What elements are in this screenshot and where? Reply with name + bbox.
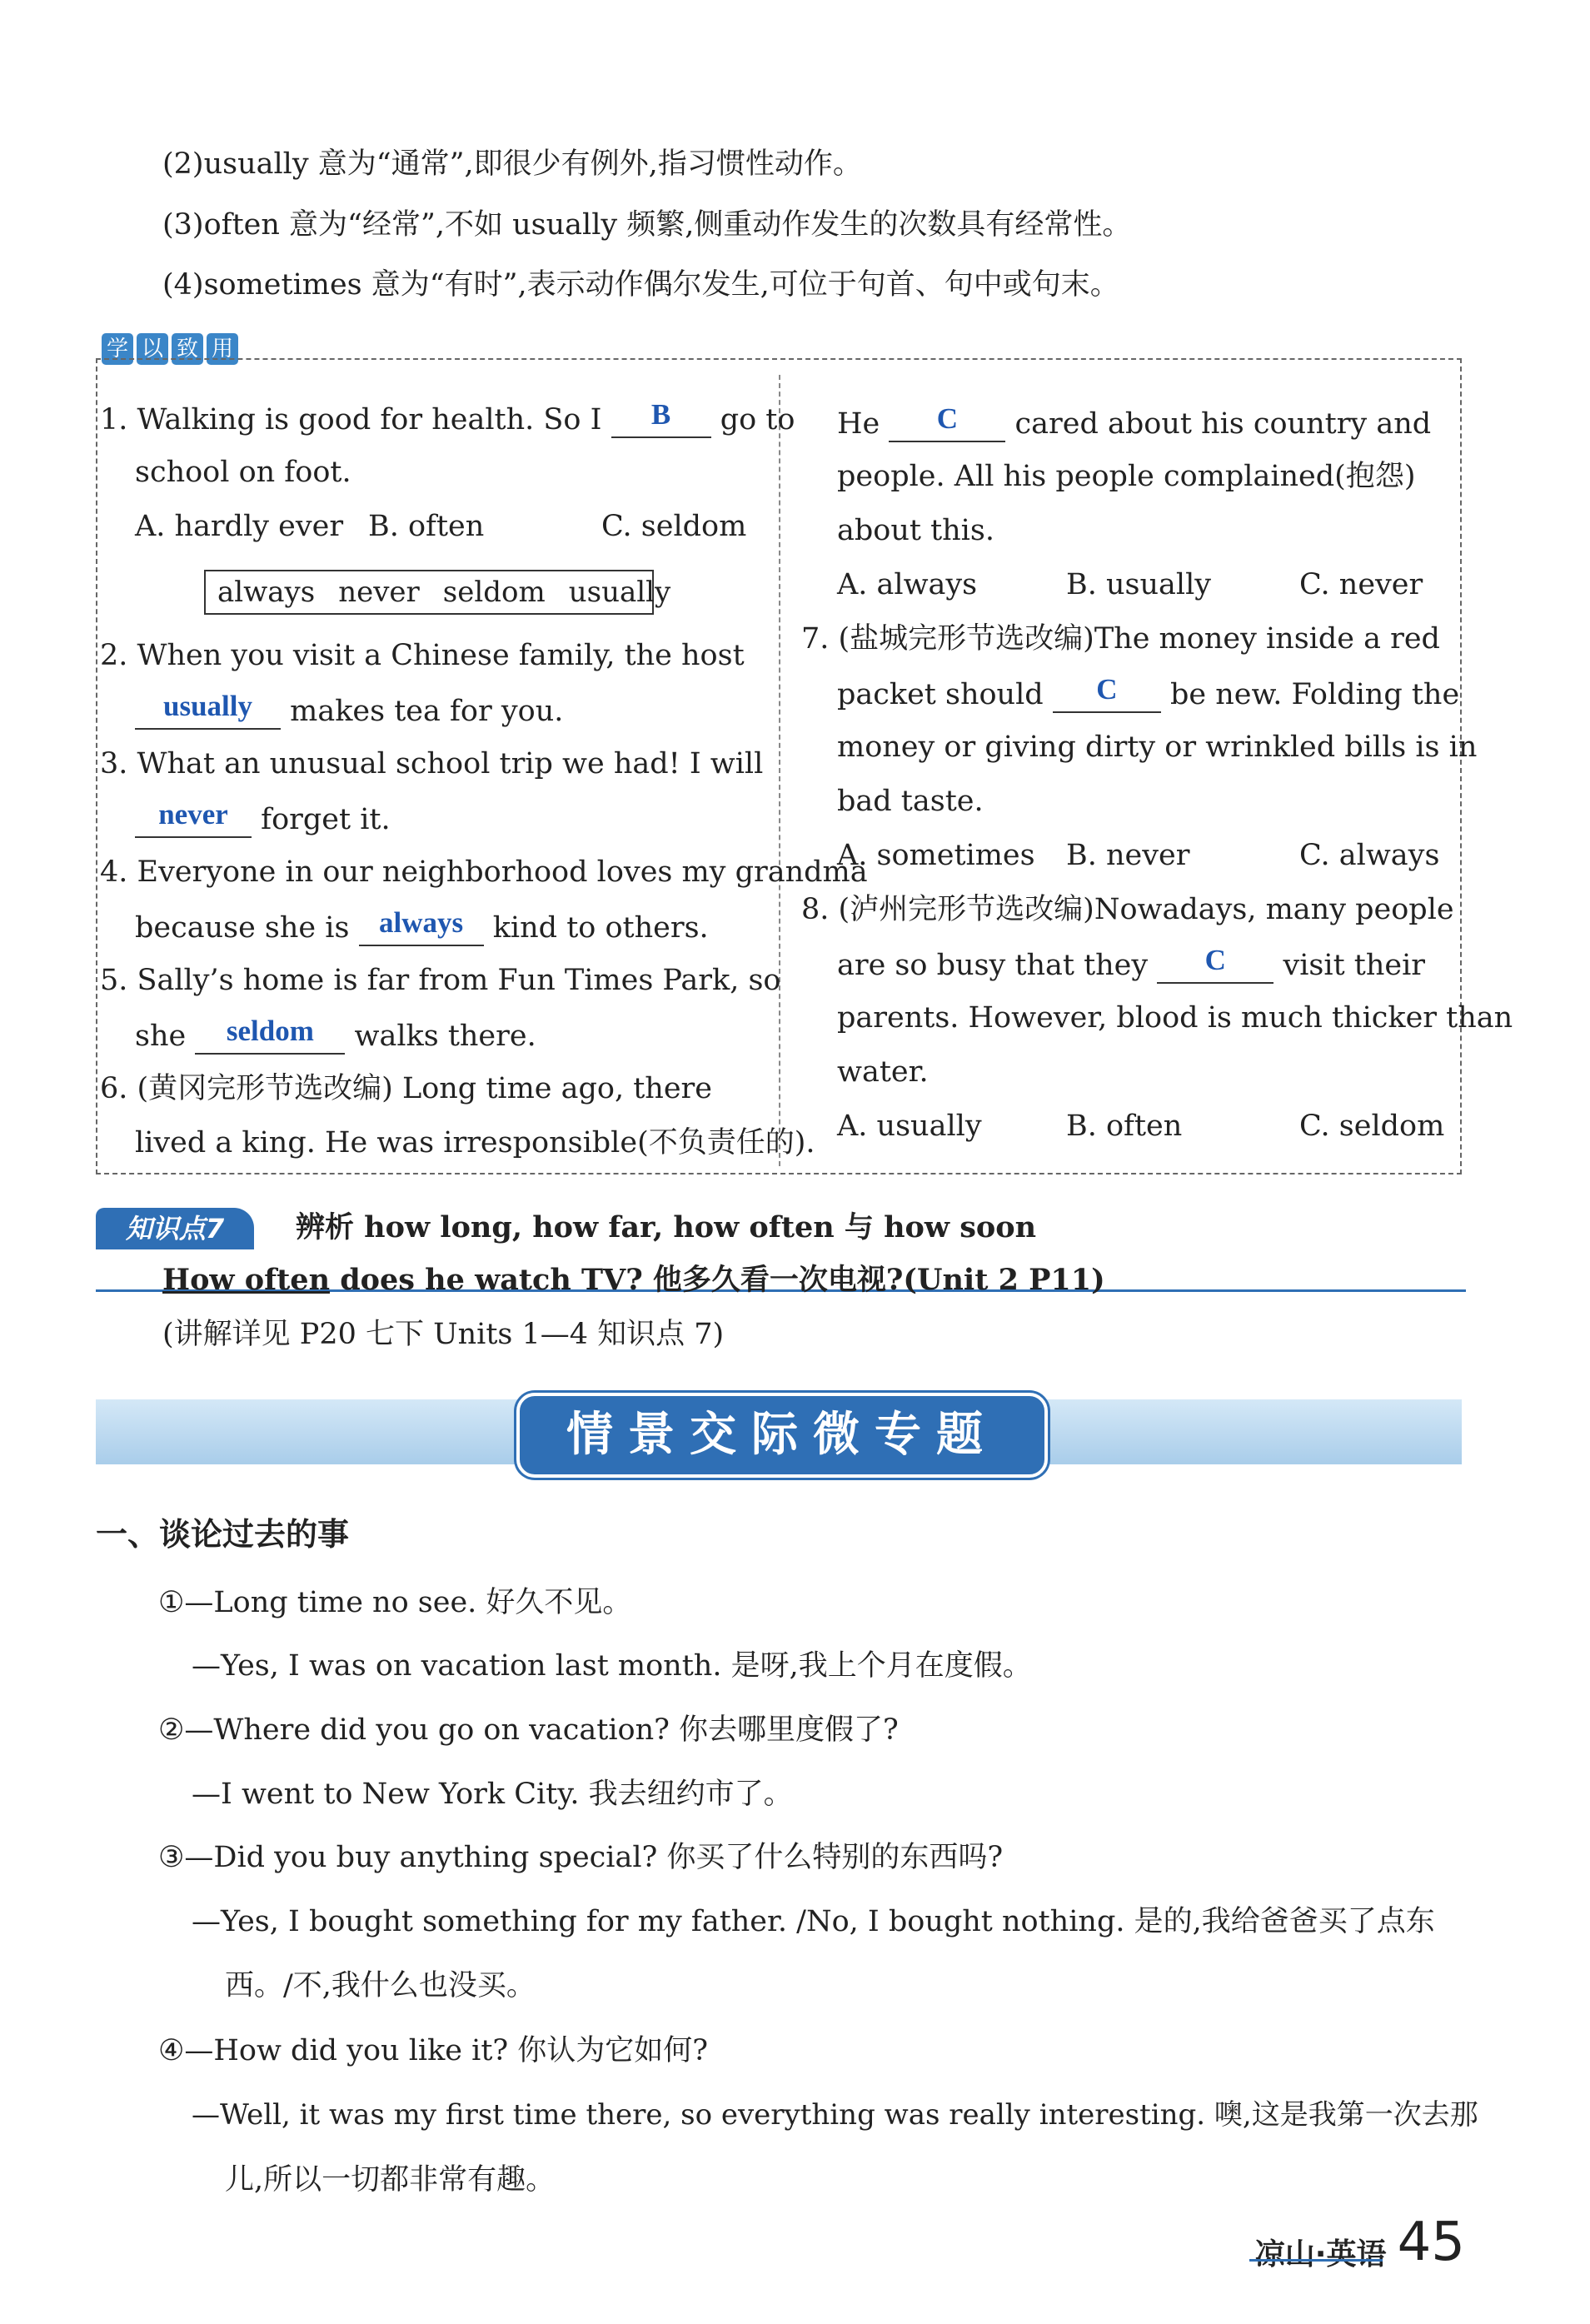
q5-blank bbox=[195, 1016, 345, 1055]
knowledge-example-underlined: How often bbox=[162, 1263, 331, 1297]
q8-line-4: water. bbox=[837, 1055, 929, 1089]
q1-option-b: B. often bbox=[368, 510, 485, 543]
page-number: 45 bbox=[1397, 2212, 1465, 2273]
q7-text-end: be new. Folding the bbox=[1169, 678, 1460, 711]
q6-line-4: people. All his people complained(抱怨) bbox=[837, 460, 1416, 493]
dialogue-line: —Yes, I was on vacation last month. 是呀,我上个月在度假。 bbox=[192, 1649, 1032, 1683]
page-footer bbox=[1255, 2212, 1465, 2273]
q1-text: 1. Walking is good for health. So I bbox=[100, 403, 602, 436]
book-name: 凉山·英语 bbox=[1254, 2237, 1387, 2272]
q8-text-end: visit their bbox=[1283, 949, 1426, 982]
q5-text-end: walks there. bbox=[354, 1020, 536, 1053]
q7-option-c: C. always bbox=[1299, 839, 1440, 872]
q6-text: He bbox=[837, 407, 880, 441]
question-2: 2. When you visit a Chinese family, the host bbox=[100, 639, 745, 672]
q3-blank bbox=[135, 800, 252, 838]
intro-line-2: (2)usually 意为“通常”,即很少有例外,指习惯性动作。 bbox=[162, 147, 862, 181]
knowledge-example-rest: does he watch TV? 他多久看一次电视?(Unit 2 P11) bbox=[340, 1263, 1105, 1297]
dialogue-line: ①—Long time no see. 好久不见。 bbox=[158, 1586, 632, 1619]
q1-line-2: school on foot. bbox=[135, 456, 351, 489]
knowledge-reference: (讲解详见 P20 七下 Units 1—4 知识点 7) bbox=[162, 1318, 725, 1351]
knowledge-example bbox=[162, 1262, 1105, 1299]
q2-text-end: makes tea for you. bbox=[290, 695, 564, 728]
q4-blank bbox=[359, 908, 484, 946]
q3-text-end: forget it. bbox=[261, 803, 391, 836]
q8-text: are so busy that they bbox=[837, 949, 1149, 982]
dialogue-line: ②—Where did you go on vacation? 你去哪里度假了? bbox=[158, 1713, 899, 1747]
q2-answer: usually bbox=[163, 690, 252, 722]
question-6: 6. (黄冈完形节选改编) Long time ago, there bbox=[100, 1072, 712, 1105]
q6-answer: C bbox=[936, 402, 959, 435]
q6-text-end: cared about his country and bbox=[1014, 407, 1432, 441]
knowledge-title: 辨析 how long, how far, how often 与 how soon bbox=[296, 1210, 1037, 1244]
question-1 bbox=[100, 400, 795, 438]
knowledge-tag: 知识点7 bbox=[96, 1208, 254, 1249]
question-7: 7. (盐城完形节选改编)The money inside a red bbox=[801, 622, 1440, 656]
practice-tag-char: 以 bbox=[137, 333, 168, 365]
q4-text-end: kind to others. bbox=[492, 911, 709, 945]
q6-option-a: A. always bbox=[837, 568, 978, 601]
q4-answer: always bbox=[379, 906, 464, 939]
column-divider bbox=[779, 375, 780, 1166]
q8-line-3: parents. However, blood is much thicker than bbox=[837, 1001, 1513, 1035]
q1-answer: B bbox=[650, 398, 671, 431]
q5-text: she bbox=[135, 1020, 187, 1053]
question-4: 4. Everyone in our neighborhood loves my grandma bbox=[100, 855, 868, 889]
dialogue-line: —I went to New York City. 我去纽约市了。 bbox=[192, 1778, 793, 1811]
word-box-item: usually bbox=[568, 576, 671, 609]
q8-answer: C bbox=[1204, 944, 1226, 976]
q6-line-3 bbox=[837, 404, 1431, 442]
q7-option-a: A. sometimes bbox=[837, 839, 1035, 872]
q1-option-c: C. seldom bbox=[601, 510, 747, 543]
practice-tag-char: 致 bbox=[172, 333, 203, 365]
q4-line-2 bbox=[135, 908, 709, 946]
q8-option-c: C. seldom bbox=[1299, 1110, 1445, 1143]
q7-line-3: money or giving dirty or wrinkled bills is in bbox=[837, 731, 1478, 764]
q7-line-4: bad taste. bbox=[837, 785, 984, 818]
word-box-item: seldom bbox=[442, 576, 546, 609]
question-8: 8. (泸州完形节选改编)Nowadays, many people bbox=[801, 893, 1454, 926]
question-5: 5. Sally’s home is far from Fun Times Park, so bbox=[100, 964, 781, 997]
q8-line-2 bbox=[837, 945, 1425, 984]
question-3: 3. What an unusual school trip we had! I will bbox=[100, 747, 764, 780]
footer-underline bbox=[1249, 2259, 1383, 2262]
q1-blank bbox=[611, 400, 711, 438]
q3-line-2 bbox=[135, 800, 391, 838]
dialogue-line: —Yes, I bought something for my father. /No, I bought nothing. 是的,我给爸爸买了点东 bbox=[192, 1905, 1435, 1938]
q1-text-end: go to bbox=[720, 403, 795, 436]
q5-line-2 bbox=[135, 1016, 536, 1055]
dialogue-line: 西。/不,我什么也没买。 bbox=[225, 1969, 536, 2002]
q2-line-2 bbox=[135, 691, 563, 730]
dialogue-line: ③—Did you buy anything special? 你买了什么特别的东西吗? bbox=[158, 1841, 1004, 1874]
q7-option-b: B. never bbox=[1066, 839, 1190, 872]
q6-option-b: B. usually bbox=[1066, 568, 1212, 601]
word-box-item: always bbox=[217, 576, 316, 609]
dialogue-line: 儿,所以一切都非常有趣。 bbox=[225, 2163, 556, 2197]
q8-option-a: A. usually bbox=[837, 1110, 982, 1143]
q6-option-c: C. never bbox=[1299, 568, 1423, 601]
q5-answer: seldom bbox=[226, 1015, 314, 1047]
q7-answer: C bbox=[1096, 673, 1118, 706]
dialogue-line: —Well, it was my first time there, so everything was really interesting. 噢,这是我第一次去那 bbox=[192, 2098, 1478, 2132]
section-heading: 一、谈论过去的事 bbox=[96, 1515, 350, 1553]
q2-blank bbox=[135, 691, 281, 730]
practice-tag-char: 学 bbox=[102, 333, 133, 365]
word-box bbox=[204, 570, 671, 615]
q6-line-2: lived a king. He was irresponsible(不负责任的). bbox=[135, 1126, 815, 1160]
practice-tag-char: 用 bbox=[207, 333, 238, 365]
intro-line-3: (3)often 意为“经常”,不如 usually 频繁,侧重动作发生的次数具有经常性。 bbox=[162, 208, 1132, 242]
dialogue-line: ④—How did you like it? 你认为它如何? bbox=[158, 2034, 709, 2067]
banner-title: 情景交际微专题 bbox=[516, 1393, 1048, 1478]
q4-text: because she is bbox=[135, 911, 350, 945]
q7-text: packet should bbox=[837, 678, 1044, 711]
q6-blank bbox=[889, 404, 1005, 442]
q8-blank bbox=[1157, 945, 1273, 984]
word-box-item: never bbox=[338, 576, 420, 609]
q6-line-5: about this. bbox=[837, 514, 994, 547]
q1-option-a: A. hardly ever bbox=[135, 510, 344, 543]
q3-answer: never bbox=[158, 798, 228, 830]
intro-line-4: (4)sometimes 意为“有时”,表示动作偶尔发生,可位于句首、句中或句末。 bbox=[162, 268, 1119, 302]
q8-option-b: B. often bbox=[1066, 1110, 1183, 1143]
q7-blank bbox=[1053, 675, 1161, 713]
q7-line-2 bbox=[837, 675, 1459, 713]
